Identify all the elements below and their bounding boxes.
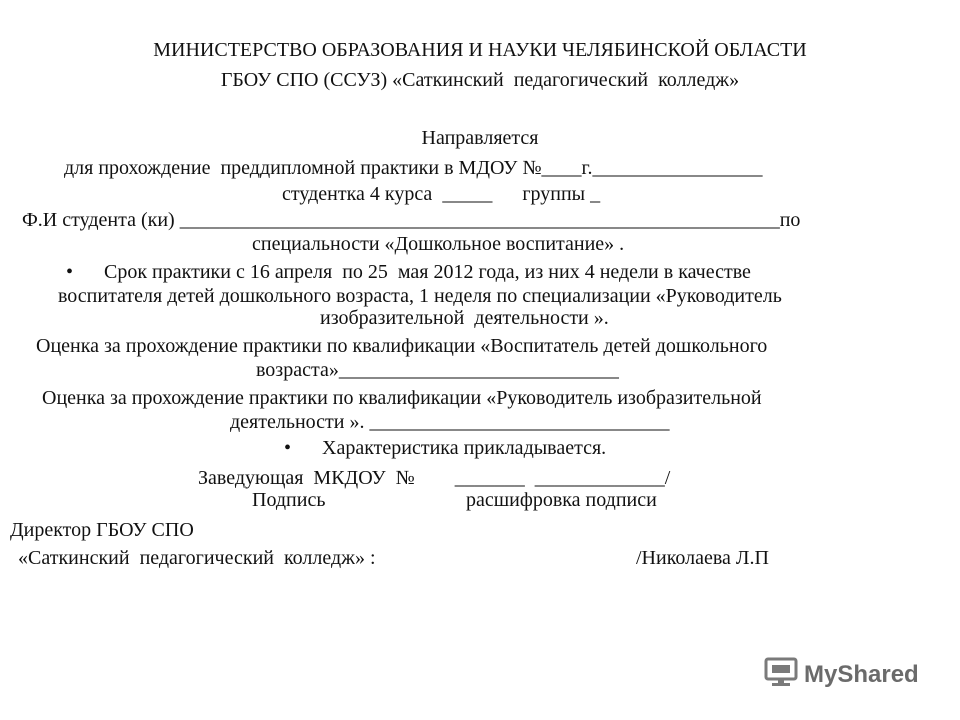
practice-term-line-3: изобразительной деятельности ». (320, 307, 609, 329)
myshared-logo-icon (764, 655, 798, 695)
director-college: «Саткинский педагогический колледж» : (18, 547, 376, 569)
student-name-line: Ф.И студента (ки) ____________________________________________________________по (22, 209, 801, 231)
head-signature-line: Заведующая МКДОУ № _______ _____________/ (198, 467, 671, 489)
signature-decode-label: расшифровка подписи (466, 489, 657, 511)
practice-line: для прохождение преддипломной практики в МДОУ №____г._________________ (64, 157, 763, 179)
grade-art-line-1: Оценка за прохождение практики по квалификации «Руководитель изобразительной (42, 387, 762, 409)
director-name: /Николаева Л.П (636, 547, 769, 569)
bullet-icon: • (284, 437, 292, 459)
specialty-line: специальности «Дошкольное воспитание» . (252, 233, 625, 255)
practice-term-line-1: Срок практики с 16 апреля по 25 мая 2012 года, из них 4 недели в качестве (104, 261, 751, 283)
doc-heading: Направляется (421, 127, 539, 149)
college-title: ГБОУ СПО (ССУЗ) «Саткинский педагогический колледж» (220, 69, 740, 91)
grade-art-line-2: деятельности ». ______________________________ (230, 411, 670, 433)
ministry-title: МИНИСТЕРСТВО ОБРАЗОВАНИЯ И НАУКИ ЧЕЛЯБИНСКОЙ ОБЛАСТИ (153, 39, 807, 61)
student-course-line: студентка 4 курса _____ группы _ (282, 183, 601, 205)
characteristic-line: Характеристика прикладывается. (322, 437, 607, 459)
practice-term-line-2: воспитателя детей дошкольного возраста, 1 неделя по специализации «Руководитель (58, 285, 782, 307)
myshared-watermark (764, 655, 934, 695)
grade-educator-line-2: возраста»____________________________ (256, 359, 619, 381)
grade-educator-line-1: Оценка за прохождение практики по квалификации «Воспитатель детей дошкольного (36, 335, 768, 357)
bullet-icon: • (66, 261, 74, 283)
director-title: Директор ГБОУ СПО (10, 519, 194, 541)
signature-label: Подпись (252, 489, 326, 511)
myshared-text: MyShared (804, 661, 919, 688)
